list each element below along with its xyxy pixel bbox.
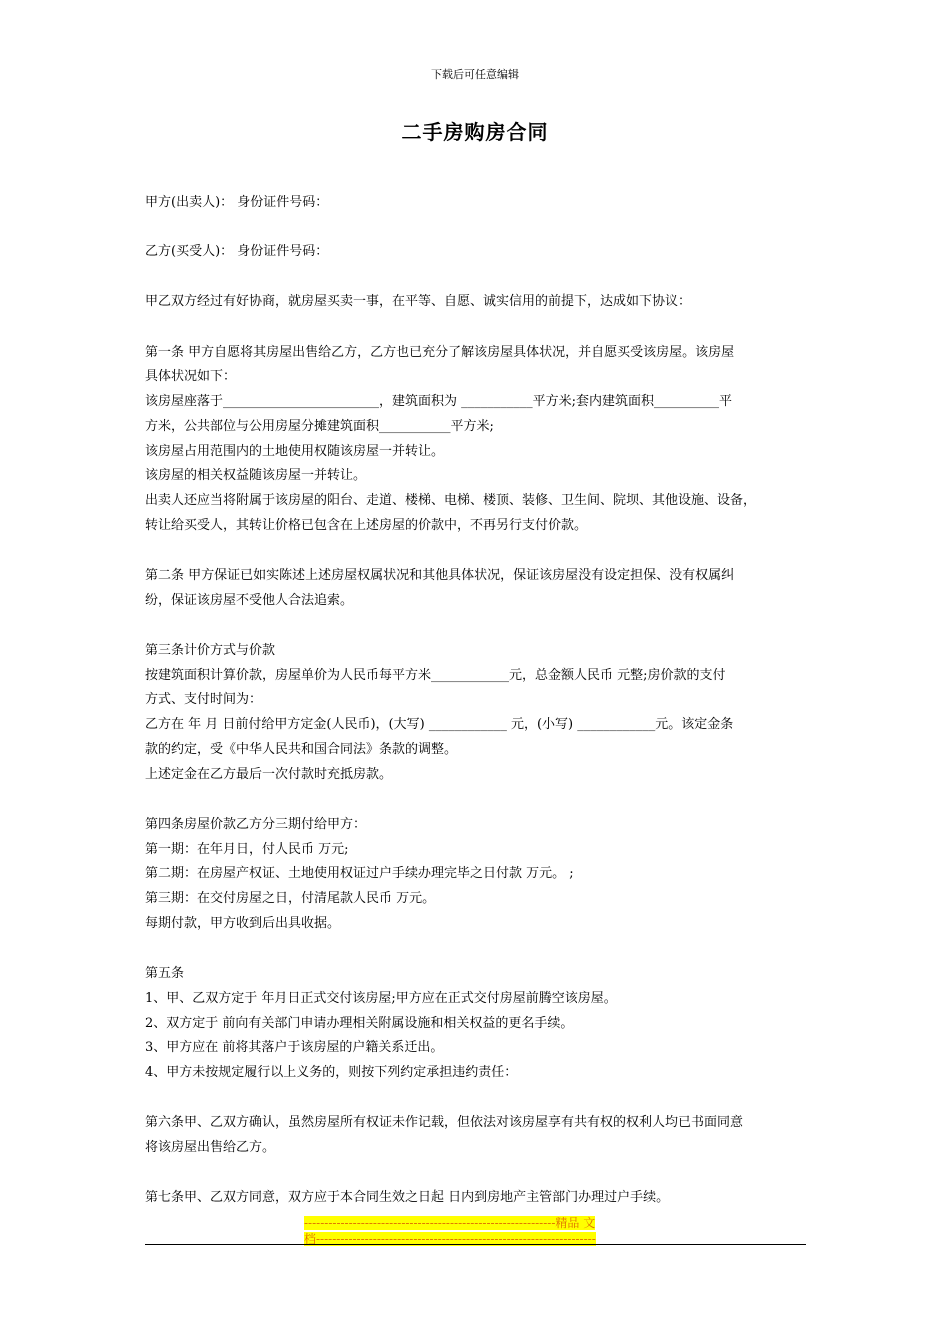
article-1-line: 该房屋占用范围内的土地使用权随该房屋一并转让。 [145,444,445,459]
article-4-line: 第一期：在年月日，付人民币 万元; [145,842,349,857]
article-4-line: 每期付款，甲方收到后出具收据。 [145,916,341,931]
party-b-line: 乙方(买受人)： 身份证件号码： [145,244,329,259]
article-1-line: 该房屋的相关权益随该房屋一并转让。 [145,468,367,483]
footer-rule [145,1244,806,1245]
preamble: 甲乙双方经过有好协商，就房屋买卖一事，在平等、自愿、诚实信用的前提下，达成如下协议： [145,294,692,309]
article-1-line: 具体状况如下： [145,369,237,384]
article-5-item: 2、双方定于 前向有关部门申请办理相关附属设施和相关权益的更名手续。 [145,1016,574,1031]
article-1-line: 第一条 甲方自愿将其房屋出售给乙方，乙方也已充分了解该房屋具体状况，并自愿买受该房屋。该房屋 [145,345,735,360]
article-3-line: 款的约定，受《中华人民共和国合同法》条款的调整。 [145,742,458,757]
article-2-line: 纷，保证该房屋不受他人合法追索。 [145,593,354,608]
article-3-line: 乙方在 年 月 日前付给甲方定金(人民币)，(大写) ____________ 元，(小写) ____________元。该定金条 [145,717,734,732]
article-3-heading: 第三条计价方式与价款 [145,643,276,658]
article-1-line: 方米，公共部位与公用房屋分摊建筑面积___________平方米; [145,419,494,434]
article-1-line: 该房屋座落于________________________，建筑面积为 ___________平方米;套内建筑面积__________平 [145,394,733,409]
article-1-line: 出卖人还应当将附属于该房屋的阳台、走道、楼梯、电梯、楼顶、装修、卫生间、院坝、其他设施、设备， [145,493,757,508]
article-3-line: 方式、支付时间为： [145,692,263,707]
article-6-line: 第六条甲、乙双方确认，虽然房屋所有权证未作记载，但依法对该房屋享有共有权的权利人均已书面同意 [145,1115,744,1130]
footer-watermark-line: 档--------------------------------------------------------------------- [304,1232,596,1246]
footer-watermark-line: --------------------------------------------------------------精品 文 [304,1216,596,1230]
article-5-item: 3、甲方应在 前将其落户于该房屋的户籍关系迁出。 [145,1040,444,1055]
article-4-heading: 第四条房屋价款乙方分三期付给甲方： [145,817,367,832]
article-7-line: 第七条甲、乙双方同意，双方应于本合同生效之日起 日内到房地产主管部门办理过户手续。 [145,1190,670,1205]
party-a-line: 甲方(出卖人)： 身份证件号码： [145,195,329,210]
article-5-heading: 第五条 [145,966,185,981]
header-note: 下载后可任意编辑 [431,68,519,81]
article-4-line: 第三期：在交付房屋之日，付清尾款人民币 万元。 [145,891,436,906]
article-5-item: 4、甲方未按规定履行以上义务的，则按下列约定承担违约责任： [145,1065,518,1080]
document-title: 二手房购房合同 [401,120,549,144]
article-1-line: 转让给买受人，其转让价格已包含在上述房屋的价款中，不再另行支付价款。 [145,518,588,533]
article-3-line: 按建筑面积计算价款，房屋单价为人民币每平方米____________元，总金额人民币 元整;房价款的支付 [145,668,726,683]
article-3-line: 上述定金在乙方最后一次付款时充抵房款。 [145,767,393,782]
article-6-line: 将该房屋出售给乙方。 [145,1140,276,1155]
article-4-line: 第二期：在房屋产权证、土地使用权证过户手续办理完毕之日付款 万元。 ; [145,866,574,881]
article-2-line: 第二条 甲方保证已如实陈述上述房屋权属状况和其他具体状况，保证该房屋没有设定担保、没有权属纠 [145,568,735,583]
article-5-item: 1、甲、乙双方定于 年月日正式交付该房屋;甲方应在正式交付房屋前腾空该房屋。 [145,991,617,1006]
